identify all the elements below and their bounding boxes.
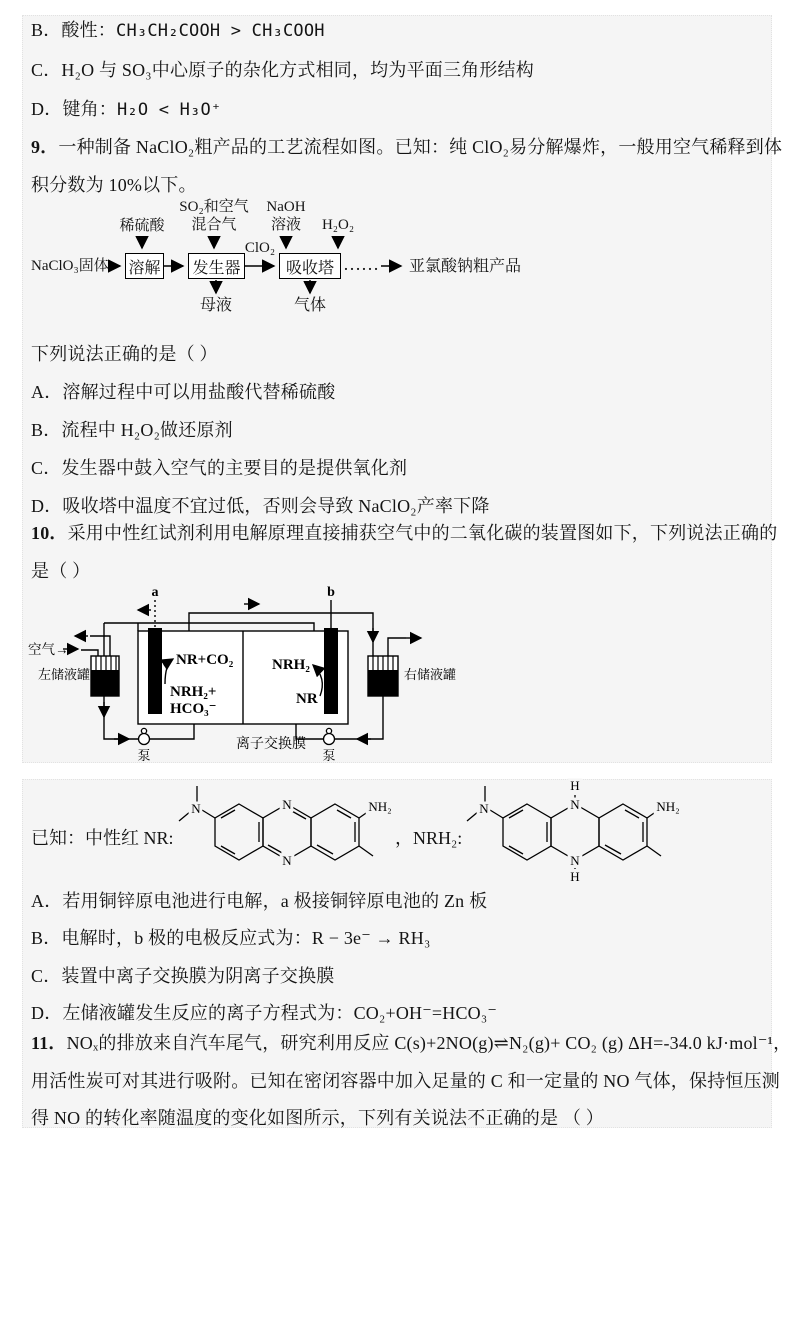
left-tank-label: 左储液罐 [38, 667, 91, 682]
right-pump-label: 泵 [322, 748, 336, 763]
q9-stem-line1 [31, 134, 782, 160]
box-generator: 发生器 [188, 253, 245, 279]
right-tank-label: 右储液罐 [404, 667, 457, 682]
tube-gas-out [388, 638, 406, 656]
nr-structure [175, 780, 395, 880]
label-h2o2: H₂O₂ [321, 217, 355, 233]
label-so2-air-2: 混合气 [191, 217, 237, 233]
label-dots: …… [343, 254, 379, 274]
nrh2-n-top: N [570, 797, 580, 812]
q11-number: 11． [31, 1033, 67, 1053]
label-naoh-1: NaOH [266, 199, 306, 215]
label-mother-liquor: 母液 [199, 297, 233, 314]
left-pump-label: 泵 [137, 748, 151, 763]
nr-nh2: NH₂ [368, 799, 392, 814]
q8-option-c: C．H₂O 与 SO₃中心原子的杂化方式相同，均为平面三角形结构 [31, 60, 534, 80]
nrh2-h-bottom: H [570, 869, 580, 882]
nrh2-methyl-bond [647, 846, 661, 856]
nrh2-label: ，NRH₂: [395, 828, 463, 848]
q10-stem-line2: 是（ ） [31, 561, 91, 581]
box-absorber: 吸收塔 [279, 253, 341, 279]
q11-stem-line3: 得 NO 的转化率随温度的变化如图所示，下列有关说法不正确的是 （ ） [31, 1108, 604, 1128]
q10-stem-text: 采用中性红试剂利用电解原理直接捕获空气中的二氧化碳的装置图如下，下列说法正确的 [67, 523, 778, 543]
nrh2-double-bonds-right [605, 810, 643, 854]
nrh2-ring-middle [551, 804, 599, 860]
q8-option-b [31, 17, 325, 44]
q9-stem-text: 一种制备 NaClO₂粗产品的工艺流程如图。已知：纯 ClO₂易分解爆炸，一般用空气稀释到体 [58, 137, 783, 157]
right-pump-valve-icon [326, 728, 331, 733]
nr-n-amine: N [191, 801, 201, 816]
nrh2-ring-left [503, 804, 551, 860]
q10-option-c: C．装置中离子交换膜为阴离子交换膜 [31, 966, 335, 986]
label-so2-air-1: SO₂和空气 [179, 199, 249, 215]
tube-air-in [81, 650, 98, 656]
question-block-2 [22, 778, 792, 1128]
pipe-top-left [104, 623, 314, 631]
q11-stem-line2: 用活性炭可对其进行吸附。已知在密闭容器中加入足量的 C 和一定量的 NO 气体，保持恒压测 [31, 1071, 780, 1091]
nr-ring-left [215, 804, 263, 860]
q10-option-d: D．左储液罐发生反应的离子方程式为：CO₂+OH⁻=HCO₃⁻ [31, 1003, 498, 1023]
nr-ring-right [311, 804, 359, 860]
electrode-b-bar [324, 628, 338, 714]
right-pump-icon [324, 734, 335, 745]
q9-option-b: B．流程中 H₂O₂做还原剂 [31, 420, 233, 440]
box-dissolve: 溶解 [125, 253, 164, 279]
q9-option-d: D．吸收塔中温度不宜过低，否则会导致 NaClO₂产率下降 [31, 496, 490, 516]
known-label: 已知：中性红 NR: [31, 828, 174, 848]
question-block-1 [22, 15, 783, 763]
q8-option-d-label: D．键角： [31, 99, 117, 119]
membrane-label: 离子交换膜 [236, 737, 306, 752]
nr-n-bottom: N [282, 853, 292, 868]
tube-air-out [90, 636, 110, 656]
nrh2-structure [463, 778, 683, 882]
electrode-b-label: b [327, 585, 335, 600]
label-clo2: ClO₂ [244, 240, 276, 256]
left-tank [91, 656, 119, 696]
nrh2-ring-right [599, 804, 647, 860]
process-flow-diagram [31, 196, 576, 331]
q10-option-a: A．若用铜锌原电池进行电解，a 极接铜锌原电池的 Zn 板 [31, 891, 488, 911]
q10-option-b: B．电解时，b 极的电极反应式为：R − 3e⁻ → RH₃ [31, 928, 431, 948]
q9-stem-line2: 积分数为 10%以下。 [31, 175, 197, 195]
q8-option-d [31, 96, 221, 123]
q8-option-d-formula: H₂O < H₃O⁺ [117, 100, 222, 120]
electrode-a-bar [148, 628, 162, 714]
label-output: 亚氯酸钠粗产品 [409, 258, 522, 275]
q10-number: 10． [31, 523, 68, 543]
nr-double-bonds-right [317, 810, 355, 854]
q8-option-b-formula: CH₃CH₂COOH > CH₃COOH [116, 21, 325, 41]
electrode-a-label: a [151, 585, 159, 600]
q9-prompt: 下列说法正确的是（ ） [31, 344, 218, 364]
air-label: 空气→ [28, 642, 69, 657]
nrh2-double-bonds-left [509, 810, 547, 854]
left-reaction-top: NR+CO₂ [176, 652, 234, 668]
left-reaction-bot2: HCO₃⁻ [170, 701, 217, 717]
label-input: NaClO₃固体 [31, 258, 109, 274]
nr-double-bonds-middle [268, 810, 306, 854]
nrh2-nh2: NH₂ [656, 799, 680, 814]
left-pump-valve-icon [141, 728, 146, 733]
nr-ring-middle [263, 804, 311, 860]
q11-stem-line1 [31, 1030, 791, 1056]
right-tank [368, 656, 398, 696]
q11-stem-text: NOₓ的排放来自汽车尾气，研究利用反应 C(s)+2NO(g)⇌N₂(g)+ CO₂ (g) ΔH=-34.0 kJ·mol⁻¹， [66, 1033, 792, 1053]
right-tank-liquid [368, 670, 398, 696]
label-gas: 气体 [293, 297, 327, 314]
nrh2-h-top: H [570, 778, 580, 793]
nr-methyl-bond [359, 846, 373, 856]
left-pump-icon [139, 734, 150, 745]
q9-option-c: C．发生器中鼓入空气的主要目的是提供氧化剂 [31, 458, 408, 478]
label-naoh-2: 溶液 [270, 217, 302, 233]
electrolysis-device-diagram [26, 584, 486, 764]
q8-option-b-label: B．酸性： [31, 20, 117, 40]
q10-stem-line1 [31, 520, 777, 546]
q9-number: 9． [31, 137, 59, 157]
right-reaction-bot: NR [296, 691, 318, 707]
nr-n-top: N [282, 797, 292, 812]
left-reaction-bot1: NRH₂+ [170, 684, 217, 700]
nrh2-n-amine: N [479, 801, 489, 816]
right-reaction-top: NRH₂ [272, 657, 310, 673]
nrh2-n-bottom: N [570, 853, 580, 868]
nr-double-bonds-left [221, 810, 259, 854]
label-dilute-acid: 稀硫酸 [119, 218, 165, 234]
left-tank-liquid [91, 670, 119, 696]
q9-option-a: A．溶解过程中可以用盐酸代替稀硫酸 [31, 382, 336, 402]
